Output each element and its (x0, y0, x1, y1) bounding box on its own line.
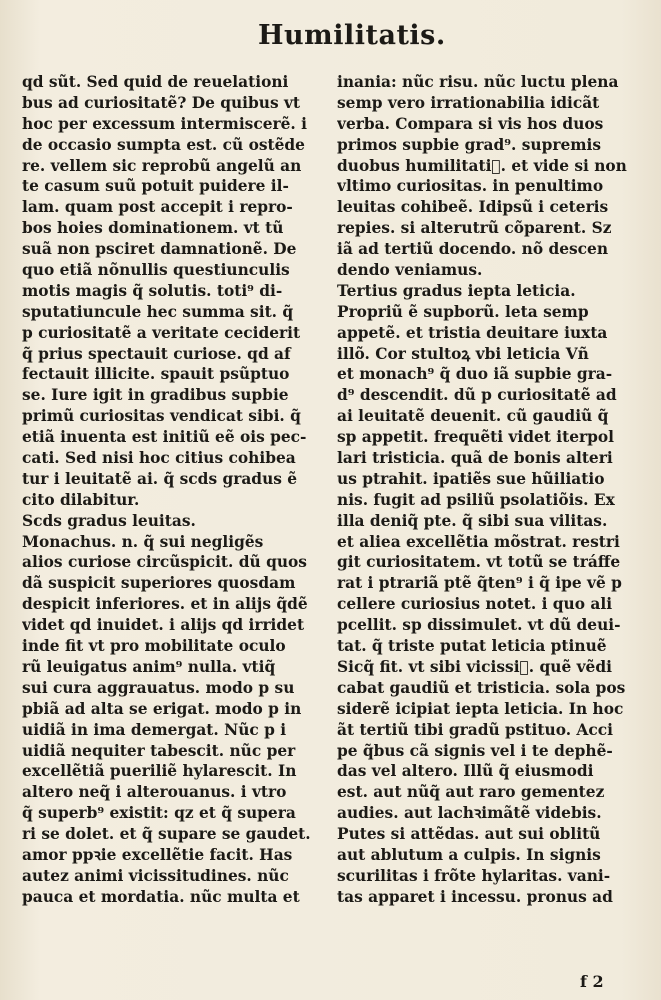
right-column-line: vltimo curiositas. in penultimo (337, 177, 604, 196)
left-column-line: Scds gradus leuitas. (22, 511, 196, 530)
right-text-column (337, 72, 637, 908)
left-column-line: tur i leuitatẽ ai. q̃ scds gradus ẽ (22, 469, 298, 488)
left-column-line: fectauit illicite. spauit psũptuo (22, 365, 290, 384)
left-column-line: ri se dolet. et q̃ supare se gaudet. (22, 825, 311, 844)
signature-mark: f 2 (580, 972, 604, 991)
right-column-line: pe q̃bus cã signis vel i te dephẽ- (337, 741, 613, 760)
right-column-line: repies. si alterutrũ cõparent. Sz (337, 219, 612, 238)
right-column-line: cellere curiosius notet. i quo ali (337, 595, 613, 614)
right-column-line: scurilitas i frõte hylaritas. vani- (337, 866, 611, 885)
right-column-line: rat i ptrariã ptẽ q̃ten⁹ i q̃ ipe vẽ p (337, 574, 622, 593)
left-column-line: pbiã ad alta se erigat. modo p in (22, 699, 302, 718)
left-column-line: Monachus. n. q̃ sui negligẽs (22, 532, 264, 551)
right-column-line: d⁹ descendit. dũ p curiositatẽ ad (337, 386, 617, 405)
right-column-line: dendo veniamus. (337, 261, 483, 280)
right-column-line: appetẽ. et tristia deuitare iuxta (337, 323, 608, 342)
left-column-line: de occasio sumpta est. cũ ostẽde (22, 135, 305, 154)
left-column-line: suã non psciret damnationẽ. De (22, 240, 297, 259)
left-column-line: despicit inferiores. et in alijs q̃dẽ (22, 595, 308, 614)
right-column-line: ai leuitatẽ deuenit. cũ gaudiũ q̃ (337, 407, 609, 426)
right-column-line: leuitas cohibeẽ. Idipsũ i ceteris (337, 198, 609, 217)
right-column-line: est. aut nũq̃ aut raro gementez (337, 783, 605, 802)
right-column-line: cabat gaudiũ et tristicia. sola pos (337, 678, 626, 697)
left-column-line: primũ curiositas vendicat sibi. q̃ (22, 407, 301, 426)
left-column-line: videt qd inuidet. i alijs qd irridet (22, 616, 305, 635)
right-column-line: tas apparet i incessu. pronus ad (337, 887, 613, 906)
right-column-line: duobus humilitatiᷓ. et vide si non (337, 156, 627, 175)
left-column-line: dã suspicit superiores quosdam (22, 574, 296, 593)
right-column-line: Sicq̃ fit. vt sibi vicissiᷓ. quẽ vẽdi (337, 657, 612, 676)
left-column-line: sputatiuncule hec summa sit. q̃ (22, 302, 294, 321)
left-column-line: altero neq̃ i alterouanus. i vtro (22, 783, 287, 802)
left-column-line: uidiã in ima demergat. Nũc p i (22, 720, 287, 739)
right-column-line: semp vero irrationabilia idicãt (337, 93, 600, 112)
left-column-line: etiã inuenta est initiũ eẽ ois pec- (22, 428, 307, 447)
left-column-line: cito dilabitur. (22, 490, 140, 509)
right-column-line: verba. Compara si vis hos duos (337, 114, 604, 133)
running-head: Humilitatis. (258, 20, 446, 51)
right-column-line: iã ad tertiũ docendo. nõ descen (337, 240, 609, 259)
left-column-line: q̃ superb⁹ existit: qz et q̃ supera (22, 804, 296, 823)
right-column-line: ãt tertiũ tibi gradũ pstituo. Acci (337, 720, 613, 739)
left-column-line: sui cura aggrauatus. modo p su (22, 678, 295, 697)
right-column-line: das vel altero. Illũ q̃ eiusmodi (337, 762, 594, 781)
left-column-line: bus ad curiositatẽ? De quibus vt (22, 93, 301, 112)
right-column-line: Putes si attẽdas. aut sui oblitũ (337, 825, 601, 844)
left-column-line: excellẽtiã pueriliẽ hylarescit. In (22, 762, 297, 781)
right-column-line: nis. fugit ad psiliũ psolatiõis. Ex (337, 490, 615, 509)
right-column-line: primos supbie grad⁹. supremis (337, 135, 602, 154)
left-column-line: re. vellem sic reprobũ angelũ an (22, 156, 302, 175)
left-column-line: p curiositatẽ a veritate ceciderit (22, 323, 301, 342)
left-column-line: qd sũt. Sed quid de reuelationi (22, 73, 289, 91)
right-column-line: us ptrahit. ipatiẽs sue hũiliatio (337, 469, 605, 488)
left-column-line: quo etiã nõnullis questiunculis (22, 261, 290, 280)
right-column-line: aut ablutum a culpis. In signis (337, 845, 601, 864)
left-column-line: rũ leuigatus anim⁹ nulla. vtiq̃ (22, 657, 276, 676)
left-column-line: inde fit vt pro mobilitate oculo (22, 637, 286, 656)
left-column-line: se. Iure igit in gradibus supbie (22, 386, 289, 405)
right-column-line: lari tristicia. quã de bonis alteri (337, 449, 613, 468)
right-column-line: illa deniq̃ pte. q̃ sibi sua vilitas. (337, 511, 608, 530)
right-column-line: tat. q̃ triste putat leticia ptinuẽ (337, 637, 607, 656)
right-column-line: illõ. Cor stultoꝝ vbi leticia Vñ (337, 344, 589, 363)
right-column-line: sp appetit. frequẽti videt iterpol (337, 428, 614, 447)
right-column-line: et monach⁹ q̃ duo iã supbie gra- (337, 365, 613, 384)
left-column-line: uidiã nequiter tabescit. nũc per (22, 741, 296, 760)
left-column-line: lam. quam post accepit i repro- (22, 198, 293, 217)
left-column-line: autez animi vicissitudines. nũc (22, 866, 289, 885)
right-column-line: siderẽ icipiat iepta leticia. In hoc (337, 699, 624, 718)
left-column-line: motis magis q̃ solutis. toti⁹ di- (22, 281, 283, 300)
left-column-line: alios curiose circũspicit. dũ quos (22, 553, 307, 572)
right-column-line: et aliea excellẽtia mõstrat. restri (337, 532, 620, 551)
left-column-line: q̃ prius spectauit curiose. qd af (22, 344, 291, 363)
right-column-line: git curiositatem. vt totũ se tráffe (337, 553, 621, 572)
right-column-line: inania: nũc risu. nũc luctu plena (337, 73, 619, 91)
left-column-line: cati. Sed nisi hoc citius cohibea (22, 449, 296, 468)
left-column-line: amor ppꝛie excellẽtie facit. Has (22, 845, 293, 864)
left-column-line: hoc per excessum intermiscerẽ. i (22, 114, 307, 133)
right-column-line: pcellit. sp dissimulet. vt dũ deui- (337, 616, 621, 635)
right-column-line: Tertius gradus iepta leticia. (337, 281, 576, 300)
left-column-line: te casum suũ potuit puidere il- (22, 177, 289, 196)
left-text-column (22, 72, 322, 908)
right-column-line: audies. aut lachꝛimãtẽ videbis. (337, 804, 602, 823)
left-column-line: bos hoies dominationem. vt tũ (22, 219, 284, 238)
right-column-line: Propriũ ẽ supborũ. leta semp (337, 302, 589, 321)
left-column-line: pauca et mordatia. nũc multa et (22, 887, 300, 906)
